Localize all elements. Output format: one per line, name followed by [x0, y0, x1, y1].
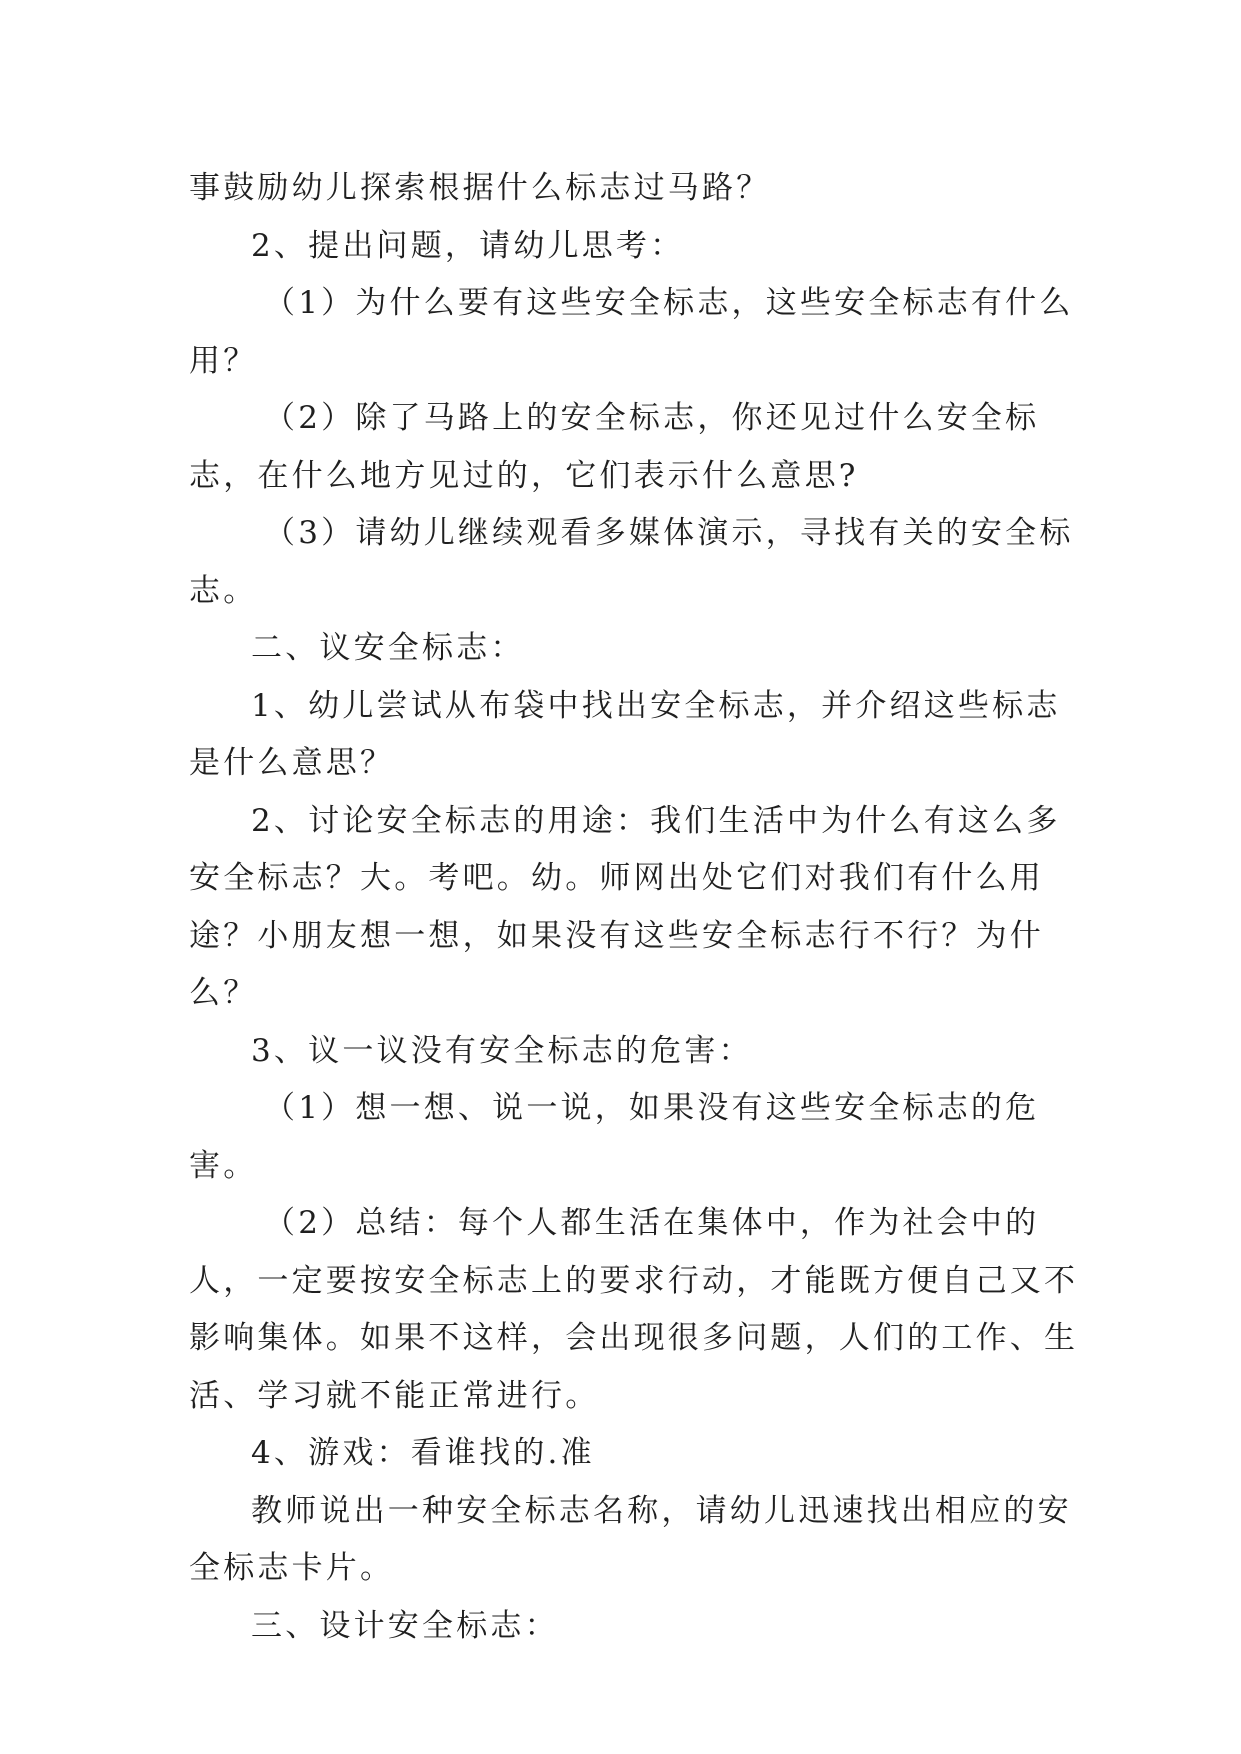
paragraph: （1）为什么要有这些安全标志，这些安全标志有什么用？ — [189, 285, 1074, 379]
paragraph: （1）想一想、说一说，如果没有这些安全标志的危害。 — [189, 1090, 1040, 1184]
paragraph: （2）总结：每个人都生活在集体中，作为社会中的人，一定要按安全标志上的要求行动，才能既方便自己又不影响集体。如果不这样，会出现很多问题，人们的工作、生活、学习就不能正常进行。 — [189, 1205, 1079, 1414]
paragraph: 1、幼儿尝试从布袋中找出安全标志，并介绍这些标志是什么意思？ — [189, 687, 1061, 781]
paragraph: 事鼓励幼儿探索根据什么标志过马路？ — [189, 170, 771, 206]
paragraph: 2、讨论安全标志的用途：我们生活中为什么有这么多安全标志？大。考吧。幼。师网出处它们对我们有什么用途？小朋友想一想，如果没有这些安全标志行不行？为什么？ — [189, 802, 1061, 1011]
paragraph: 3、议一议没有安全标志的危害： — [251, 1032, 753, 1069]
paragraph: 4、游戏：看谁找的.准 — [251, 1435, 595, 1471]
section-heading: 二、议安全标志： — [251, 630, 525, 666]
paragraph: （2）除了马路上的安全标志，你还见过什么安全标志，在什么地方见过的，它们表示什么意思? — [189, 400, 1040, 494]
paragraph: 教师说出一种安全标志名称，请幼儿迅速找出相应的安全标志卡片。 — [189, 1492, 1072, 1586]
section-heading: 三、设计安全标志： — [251, 1607, 559, 1644]
paragraph: （3）请幼儿继续观看多媒体演示，寻找有关的安全标志。 — [189, 515, 1074, 609]
paragraph: 2、提出问题，请幼儿思考： — [251, 227, 685, 264]
document-body — [189, 160, 1079, 1655]
